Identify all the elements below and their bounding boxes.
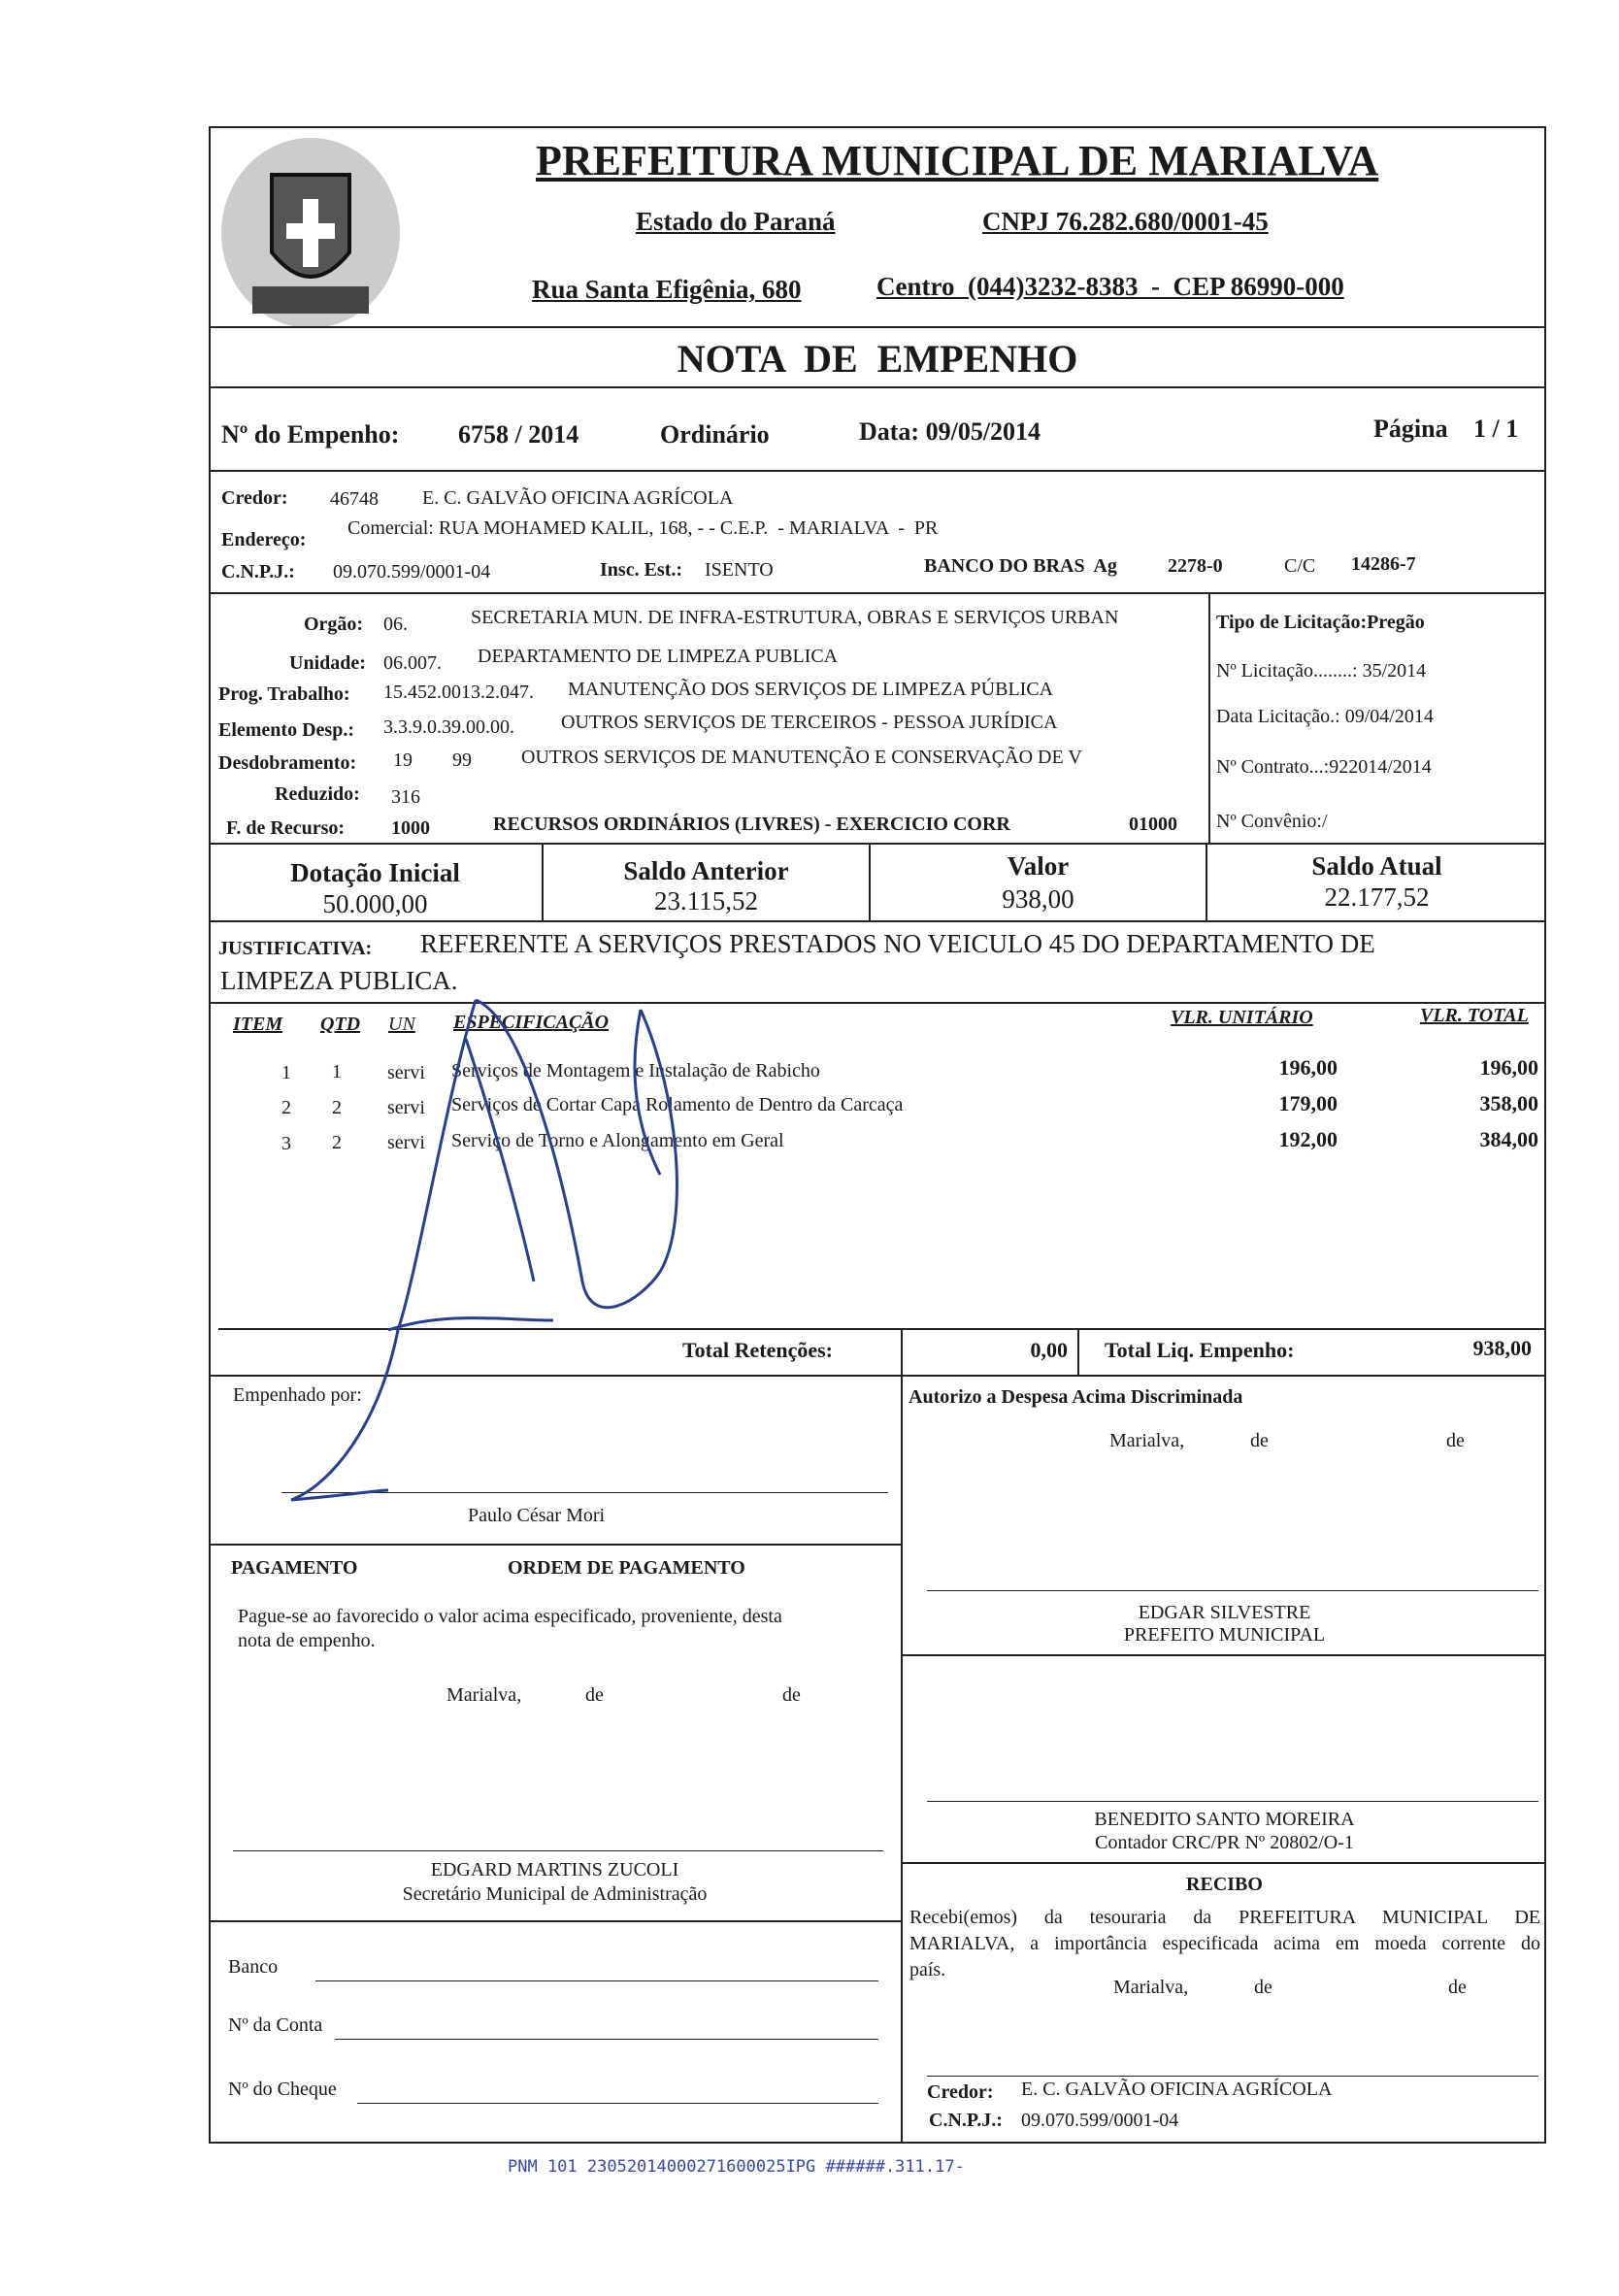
- state-label: Estado do Paraná: [636, 207, 836, 236]
- autorizo-de-2: de: [1446, 1430, 1465, 1451]
- elem-value: OUTROS SERVIÇOS DE TERCEIROS - PESSOA JURÍDICA: [561, 712, 1058, 733]
- prog-code: 15.452.0013.2.047.: [383, 682, 534, 703]
- justificativa-text-1: REFERENTE A SERVIÇOS PRESTADOS NO VEICULO 45 DO DEPARTAMENTO DE: [420, 929, 1375, 958]
- autorizo-de-1: de: [1250, 1430, 1269, 1451]
- conta-label: Nº da Conta: [228, 2014, 323, 2036]
- recibo-text-1: Recebi(emos) da tesouraria da PREFEITURA MUNICIPAL DE: [909, 1907, 1540, 1928]
- handwritten-signature: [272, 981, 718, 1505]
- justificativa-label: JUSTIFICATIVA:: [218, 938, 373, 959]
- credor-code: 46748: [330, 488, 379, 510]
- cheque-label: Nº do Cheque: [228, 2079, 337, 2100]
- bank-agency: 2278-0: [1168, 555, 1223, 577]
- prefeito-title: PREFEITO MUNICIPAL: [1123, 1624, 1326, 1646]
- row1-unit: 196,00: [1278, 1055, 1338, 1080]
- page-number: 1 / 1: [1473, 415, 1519, 443]
- cnpj-label: CNPJ 76.282.680/0001-45: [982, 207, 1269, 236]
- recibo-cnpj-value: 09.070.599/0001-04: [1021, 2110, 1179, 2131]
- desd-b: 99: [452, 749, 472, 771]
- col-qtd: QTD: [320, 1014, 361, 1035]
- row3-esp: Serviço de Torno e Alongamento em Geral: [451, 1130, 784, 1151]
- orgao-value: SECRETARIA MUN. DE INFRA-ESTRUTURA, OBRAS E SERVIÇOS URBAN: [471, 607, 1119, 628]
- recibo-text-3: país.: [909, 1959, 946, 1980]
- contador-title: Contador CRC/PR Nº 20802/O-1: [1095, 1832, 1354, 1853]
- secretario-title: Secretário Municipal de Administração: [402, 1883, 708, 1905]
- row2-qtd: 2: [332, 1097, 342, 1118]
- fonte-value: RECURSOS ORDINÁRIOS (LIVRES) - EXERCICIO CORR: [493, 814, 1010, 835]
- pagamento-label: PAGAMENTO: [231, 1557, 358, 1579]
- valor-label: Valor: [1007, 851, 1070, 881]
- licitacao-contrato: Nº Contrato...:922014/2014: [1216, 756, 1432, 778]
- endereco-label: Endereço:: [221, 529, 307, 550]
- pagamento-marialva: Marialva,: [446, 1684, 522, 1706]
- credor-cnpj: 09.070.599/0001-04: [333, 561, 491, 582]
- autorizo-marialva: Marialva,: [1109, 1430, 1185, 1451]
- row1-un: servi: [387, 1062, 425, 1083]
- row3-total: 384,00: [1479, 1127, 1538, 1151]
- empenhado-label: Empenhado por:: [233, 1384, 362, 1406]
- row1-item: 1: [281, 1062, 291, 1083]
- desd-label: Desdobramento:: [218, 752, 357, 774]
- ie-value: ISENTO: [705, 559, 774, 581]
- unidade-label: Unidade:: [289, 652, 366, 674]
- endereco-value: Comercial: RUA MOHAMED KALIL, 168, - - C.E.P. - MARIALVA - PR: [347, 517, 939, 539]
- justificativa-text-2: LIMPEZA PUBLICA.: [220, 966, 458, 995]
- cc-label: C/C: [1284, 555, 1316, 577]
- row2-total: 358,00: [1479, 1091, 1538, 1115]
- autorizo-label: Autorizo a Despesa Acima Discriminada: [909, 1386, 1243, 1408]
- col-item: ITEM: [233, 1014, 283, 1035]
- row1-total: 196,00: [1479, 1055, 1538, 1080]
- col-vlr-unitario: VLR. UNITÁRIO: [1171, 1007, 1313, 1028]
- unidade-code: 06.007.: [383, 652, 442, 674]
- ie-label: Insc. Est.:: [600, 559, 683, 581]
- unidade-value: DEPARTAMENTO DE LIMPEZA PUBLICA: [478, 646, 839, 667]
- row2-unit: 179,00: [1278, 1091, 1338, 1115]
- valor-value: 938,00: [1002, 884, 1074, 914]
- elem-label: Elemento Desp.:: [218, 719, 354, 741]
- row3-item: 3: [281, 1133, 291, 1154]
- page-label: Página: [1373, 415, 1448, 443]
- row2-esp: Serviços de Cortar Capa Rolamento de Dentro da Carcaça: [451, 1094, 904, 1115]
- pague-text-1: Pague-se ao favorecido o valor acima especificado, proveniente, desta: [238, 1606, 782, 1627]
- prog-value: MANUTENÇÃO DOS SERVIÇOS DE LIMPEZA PÚBLICA: [568, 679, 1054, 700]
- secretario-name: EDGARD MARTINS ZUCOLI: [430, 1859, 679, 1880]
- empenho-date: Data: 09/05/2014: [859, 417, 1041, 446]
- recibo-credor-name: E. C. GALVÃO OFICINA AGRÍCOLA: [1021, 2079, 1333, 2100]
- pagamento-de-2: de: [782, 1684, 801, 1706]
- doc-title: NOTA DE EMPENHO: [677, 337, 1078, 381]
- empenhado-name: Paulo César Mori: [468, 1505, 606, 1526]
- saldo-atual-label: Saldo Atual: [1311, 851, 1442, 881]
- banco-field: [315, 1980, 878, 1981]
- recibo-marialva: Marialva,: [1113, 1977, 1189, 1998]
- licitacao-data: Data Licitação.: 09/04/2014: [1216, 706, 1434, 727]
- desd-value: OUTROS SERVIÇOS DE MANUTENÇÃO E CONSERVAÇÃO DE V: [521, 747, 1082, 768]
- col-especificacao: ESPECIFICAÇÃO: [453, 1012, 610, 1033]
- licitacao-numero: Nº Licitação........: 35/2014: [1216, 660, 1427, 682]
- fonte-code: 1000: [391, 817, 430, 839]
- empenho-type: Ordinário: [660, 420, 770, 449]
- row1-qtd: 1: [332, 1061, 342, 1082]
- row2-un: servi: [387, 1097, 425, 1118]
- reduzido-value: 316: [391, 786, 420, 808]
- row3-unit: 192,00: [1278, 1127, 1338, 1151]
- elem-code: 3.3.9.0.39.00.00.: [383, 716, 514, 738]
- pague-text-2: nota de empenho.: [238, 1630, 376, 1651]
- credor-label: Credor:: [221, 487, 288, 509]
- recibo-de-1: de: [1254, 1977, 1272, 1998]
- col-un: UN: [388, 1014, 415, 1035]
- contador-name: BENEDITO SANTO MOREIRA: [1094, 1809, 1355, 1830]
- cc-value: 14286-7: [1351, 553, 1416, 575]
- street-label: Rua Santa Efigênia, 680: [532, 275, 802, 304]
- orgao-code: 06.: [383, 614, 408, 635]
- licitacao-convenio: Nº Convênio:/: [1216, 811, 1328, 832]
- cheque-field: [357, 2103, 878, 2104]
- saldo-atual-value: 22.177,52: [1324, 882, 1430, 912]
- col-vlr-total: VLR. TOTAL: [1420, 1005, 1529, 1026]
- empenho-number: 6758 / 2014: [458, 420, 579, 449]
- empenho-label: Nº do Empenho:: [221, 420, 400, 449]
- liq-empenho-value: 938,00: [1472, 1336, 1532, 1360]
- credor-name: E. C. GALVÃO OFICINA AGRÍCOLA: [422, 487, 734, 509]
- saldo-anterior-value: 23.115,52: [654, 886, 758, 915]
- row1-esp: Serviços de Montagem e Instalação de Rabicho: [451, 1060, 820, 1081]
- footer-code: PNM 101 23052014000271600025IPG ######.311.17-: [508, 2157, 965, 2177]
- liq-empenho-label: Total Liq. Empenho:: [1105, 1338, 1295, 1362]
- bank-name: BANCO DO BRAS Ag: [924, 555, 1117, 577]
- licitacao-tipo: Tipo de Licitação:Pregão: [1216, 612, 1425, 633]
- cnpj-label: C.N.P.J.:: [221, 561, 295, 582]
- recibo-de-2: de: [1448, 1977, 1467, 1998]
- retencoes-label: Total Retenções:: [682, 1338, 833, 1362]
- dotacao-label: Dotação Inicial: [290, 858, 460, 887]
- retencoes-value: 0,00: [1030, 1338, 1068, 1362]
- prefeito-name: EDGAR SILVESTRE: [1138, 1602, 1311, 1623]
- recibo-cnpj-label: C.N.P.J.:: [929, 2110, 1003, 2131]
- desd-a: 19: [393, 749, 413, 771]
- ordem-pagamento-label: ORDEM DE PAGAMENTO: [508, 1557, 745, 1579]
- fonte-label: F. de Recurso:: [226, 817, 346, 839]
- municipality-title: PREFEITURA MUNICIPAL DE MARIALVA: [536, 137, 1379, 184]
- address-label: Centro (044)3232-8383 - CEP 86990-000: [876, 272, 1344, 301]
- row2-item: 2: [281, 1097, 291, 1118]
- pagamento-de-1: de: [585, 1684, 604, 1706]
- reduzido-label: Reduzido:: [275, 783, 360, 805]
- prog-label: Prog. Trabalho:: [218, 683, 350, 705]
- municipal-crest: [214, 136, 408, 340]
- recibo-text-2: MARIALVA, a importância especificada acima em moeda corrente do: [909, 1933, 1540, 1954]
- dotacao-value: 50.000,00: [322, 889, 428, 918]
- banco-label: Banco: [228, 1956, 279, 1978]
- recibo-title: RECIBO: [1186, 1874, 1263, 1895]
- conta-field: [335, 2039, 878, 2040]
- recibo-credor-label: Credor:: [927, 2081, 994, 2103]
- fonte-num: 01000: [1129, 814, 1177, 835]
- row3-un: servi: [387, 1132, 425, 1153]
- saldo-anterior-label: Saldo Anterior: [623, 856, 789, 885]
- row3-qtd: 2: [332, 1132, 342, 1153]
- orgao-label: Orgão:: [304, 614, 364, 635]
